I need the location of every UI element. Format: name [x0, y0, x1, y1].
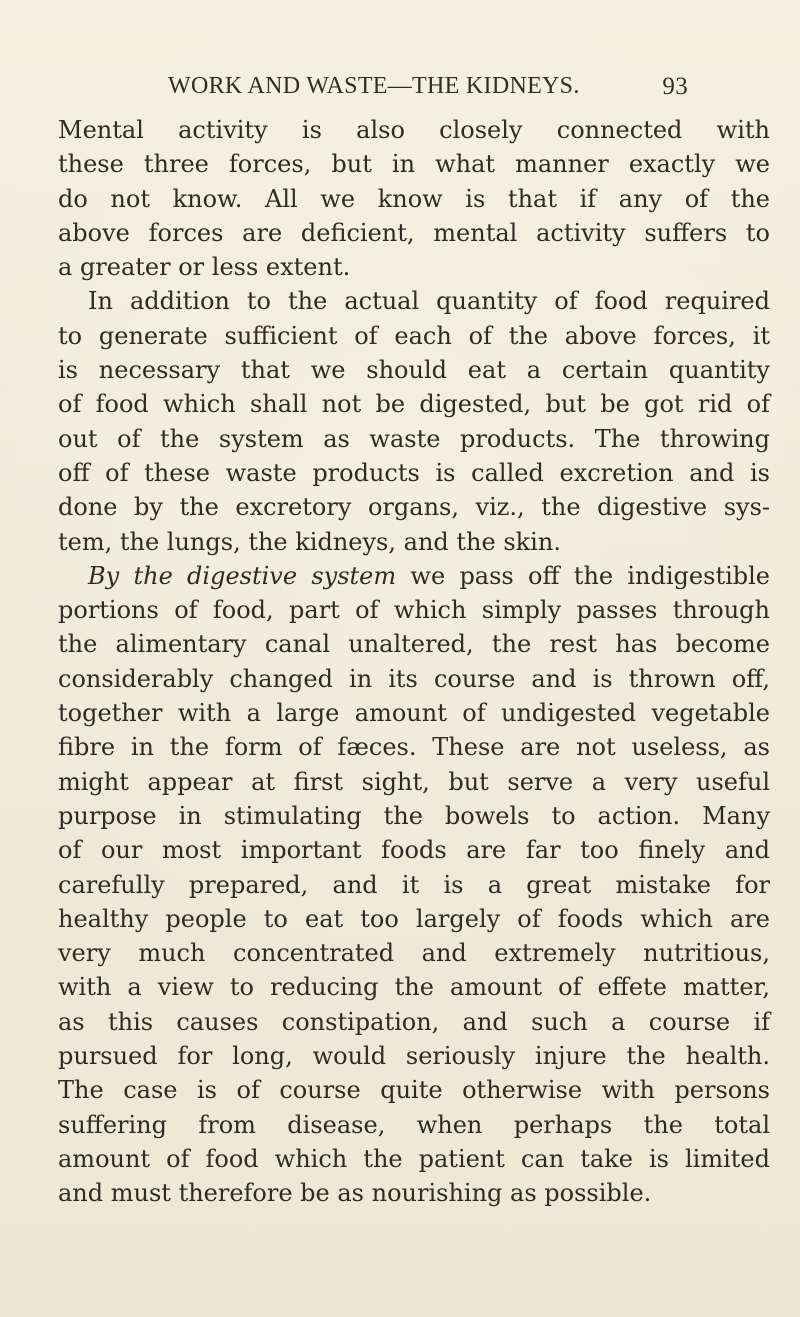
- text-line-18: together with a large amount of undigested vegetable: [58, 699, 770, 728]
- running-title: WORK AND WASTE—THE KIDNEYS.: [168, 73, 580, 99]
- text-line-12: done by the excretory organs, viz., the digestive sys-: [58, 493, 770, 522]
- text-line-29: The case is of course quite otherwise with persons: [58, 1076, 770, 1105]
- text-line-17: considerably changed in its course and is thrown off,: [58, 664, 770, 693]
- running-head: [168, 73, 688, 103]
- text-line-15: portions of food, part of which simply passes through: [58, 596, 770, 625]
- text-line-14-continuation: we pass off the indigestible: [396, 561, 770, 590]
- body-text: [58, 113, 770, 1211]
- text-line-19: fibre in the form of fæces. These are not useless, as: [58, 733, 770, 762]
- text-line-3: do not know. All we know is that if any of the: [58, 184, 770, 213]
- text-line-10: out of the system as waste products. The throwing: [58, 424, 770, 453]
- text-line-21: purpose in stimulating the bowels to action. Many: [58, 801, 770, 830]
- text-line-14: [58, 559, 770, 593]
- text-line-5: a greater or less extent.: [58, 253, 351, 282]
- text-line-1: Mental activity is also closely connected with: [58, 116, 770, 144]
- text-line-26: with a view to reducing the amount of effete matter,: [58, 973, 770, 1002]
- section-heading: By the digestive system: [88, 561, 397, 590]
- text-line-22: of our most important foods are far too finely and: [58, 836, 770, 865]
- text-line-16: the alimentary canal unaltered, the rest has become: [58, 630, 770, 659]
- text-line-23: carefully prepared, and it is a great mistake for: [58, 870, 770, 899]
- text-line-32: and must therefore be as nourishing as possible.: [58, 1179, 652, 1208]
- text-line-30: suffering from disease, when perhaps the total: [58, 1110, 770, 1139]
- text-line-7: to generate sufficient of each of the above forces, it: [58, 321, 770, 350]
- text-line-6: In addition to the actual quantity of food required: [88, 287, 770, 316]
- page-number: 93: [662, 73, 688, 100]
- text-line-25: very much concentrated and extremely nutritious,: [58, 939, 770, 968]
- text-line-4: above forces are deficient, mental activity suffers to: [58, 218, 770, 247]
- text-line-28: pursued for long, would seriously injure the health.: [58, 1042, 770, 1071]
- text-line-8: is necessary that we should eat a certain quantity: [58, 356, 770, 385]
- text-line-13: tem, the lungs, the kidneys, and the skin.: [58, 527, 561, 556]
- text-line-24: healthy people to eat too largely of foods which are: [58, 904, 770, 933]
- text-line-9: of food which shall not be digested, but be got rid of: [58, 390, 770, 419]
- text-line-27: as this causes constipation, and such a course if: [58, 1007, 770, 1036]
- text-line-11: off of these waste products is called excretion and is: [58, 458, 770, 487]
- text-line-31: amount of food which the patient can take is limited: [58, 1144, 770, 1173]
- text-line-20: might appear at first sight, but serve a very useful: [58, 767, 770, 796]
- text-line-2: these three forces, but in what manner exactly we: [58, 150, 770, 179]
